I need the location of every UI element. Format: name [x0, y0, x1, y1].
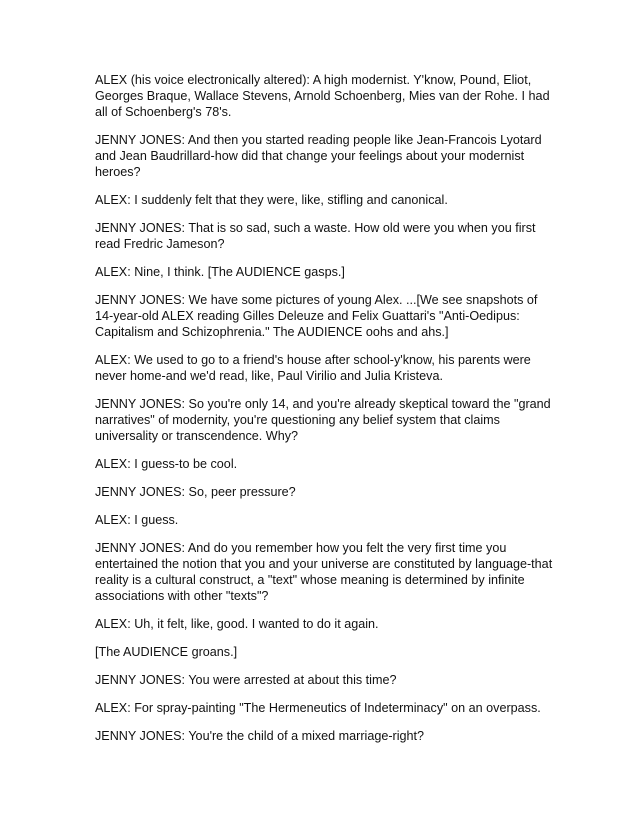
- paragraph-7: ALEX: We used to go to a friend's house after school-y'know, his parents were never home-and we'd read, like, Paul Virilio and Julia Kristeva.: [95, 353, 531, 383]
- paragraph-11: ALEX: I guess.: [95, 513, 179, 527]
- paragraph-8: JENNY JONES: So you're only 14, and you're already skeptical toward the "grand narratives" of modernity, you're questioning any belief system that claims universality or transcendence. Why?: [95, 397, 551, 443]
- paragraph-3: ALEX: I suddenly felt that they were, like, stifling and canonical.: [95, 193, 448, 207]
- paragraph-13: ALEX: Uh, it felt, like, good. I wanted to do it again.: [95, 617, 379, 631]
- paragraph-14: [The AUDIENCE groans.]: [95, 645, 238, 659]
- paragraph-6: JENNY JONES: We have some pictures of young Alex. ...[We see snapshots of 14-year-old ALEX reading Gilles Deleuze and Felix Guattari's "Anti-Oedipus: Capitalism and Schizophrenia." The AUDIENCE oohs and ahs.]: [95, 293, 538, 339]
- paragraph-17: JENNY JONES: You're the child of a mixed marriage-right?: [95, 729, 425, 743]
- paragraph-1: ALEX (his voice electronically altered): A high modernist. Y'know, Pound, Eliot, Georges Braque, Wallace Stevens, Arnold Schoenberg, Mies van der Rohe. I had all of Schoenberg's 78's.: [95, 73, 550, 119]
- paragraph-12: JENNY JONES: And do you remember how you felt the very first time you entertained the notion that you and your universe are constituted by language-that reality is a cultural construct, a "text" whose meaning is determined by infinite associations with other "texts"?: [95, 541, 553, 603]
- paragraph-15: JENNY JONES: You were arrested at about this time?: [95, 673, 397, 687]
- paragraph-4: JENNY JONES: That is so sad, such a waste. How old were you when you first read Fredric Jameson?: [95, 221, 536, 251]
- paragraph-9: ALEX: I guess-to be cool.: [95, 457, 238, 471]
- paragraph-2: JENNY JONES: And then you started reading people like Jean-Francois Lyotard and Jean Baudrillard-how did that change your feelings about your modernist heroes?: [95, 133, 542, 179]
- document-page: [95, 72, 555, 756]
- paragraph-5: ALEX: Nine, I think. [The AUDIENCE gasps.]: [95, 265, 345, 279]
- paragraph-10: JENNY JONES: So, peer pressure?: [95, 485, 296, 499]
- paragraph-16: ALEX: For spray-painting "The Hermeneutics of Indeterminacy" on an overpass.: [95, 701, 541, 715]
